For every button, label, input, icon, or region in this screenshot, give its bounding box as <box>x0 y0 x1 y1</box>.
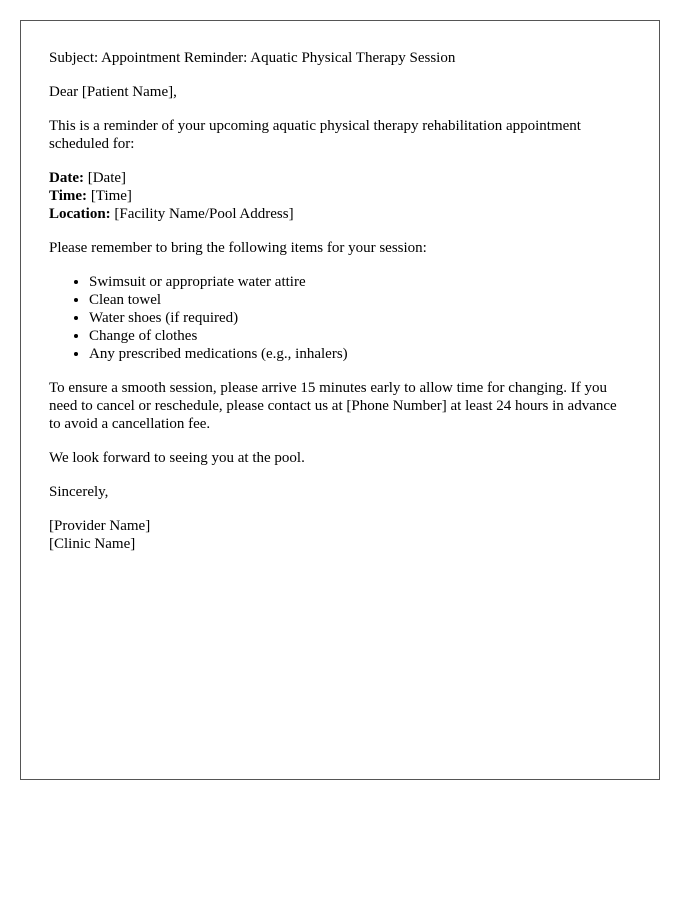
time-value: [Time] <box>87 188 132 204</box>
closing: Sincerely, <box>49 484 109 500</box>
location-value: [Facility Name/Pool Address] <box>110 206 294 222</box>
date-row <box>49 169 631 187</box>
list-item: • Clean towel <box>89 291 631 309</box>
signature-block <box>49 517 631 553</box>
list-item: • Any prescribed medications (e.g., inhalers) <box>89 345 631 363</box>
clinic-name: [Clinic Name] <box>49 536 136 552</box>
items-intro: Please remember to bring the following items for your session: <box>49 240 427 256</box>
time-row <box>49 187 631 205</box>
location-label: Location: <box>49 206 111 222</box>
instructions-paragraph: To ensure a smooth session, please arrive 15 minutes early to allow time for changing. If you need to cancel or reschedule, please contact us at [Phone Number] at least 24 hours in advance to avoid a cancellation fee. <box>49 380 617 432</box>
intro-paragraph: This is a reminder of your upcoming aquatic physical therapy rehabilitation appointment scheduled for: <box>49 118 581 152</box>
appointment-details <box>49 169 631 223</box>
time-label: Time: <box>49 188 88 204</box>
date-label: Date: <box>49 170 84 186</box>
list-item: • Swimsuit or appropriate water attire <box>89 273 631 291</box>
greeting: Dear [Patient Name], <box>49 84 177 100</box>
letter-page <box>20 20 660 780</box>
location-row <box>49 205 631 223</box>
items-list <box>49 273 631 363</box>
outro-paragraph: We look forward to seeing you at the pool. <box>49 450 305 466</box>
list-item: • Water shoes (if required) <box>89 309 631 327</box>
provider-name: [Provider Name] <box>49 518 151 534</box>
subject-line: Subject: Appointment Reminder: Aquatic Physical Therapy Session <box>49 50 456 66</box>
list-item: • Change of clothes <box>89 327 631 345</box>
date-value: [Date] <box>83 170 127 186</box>
